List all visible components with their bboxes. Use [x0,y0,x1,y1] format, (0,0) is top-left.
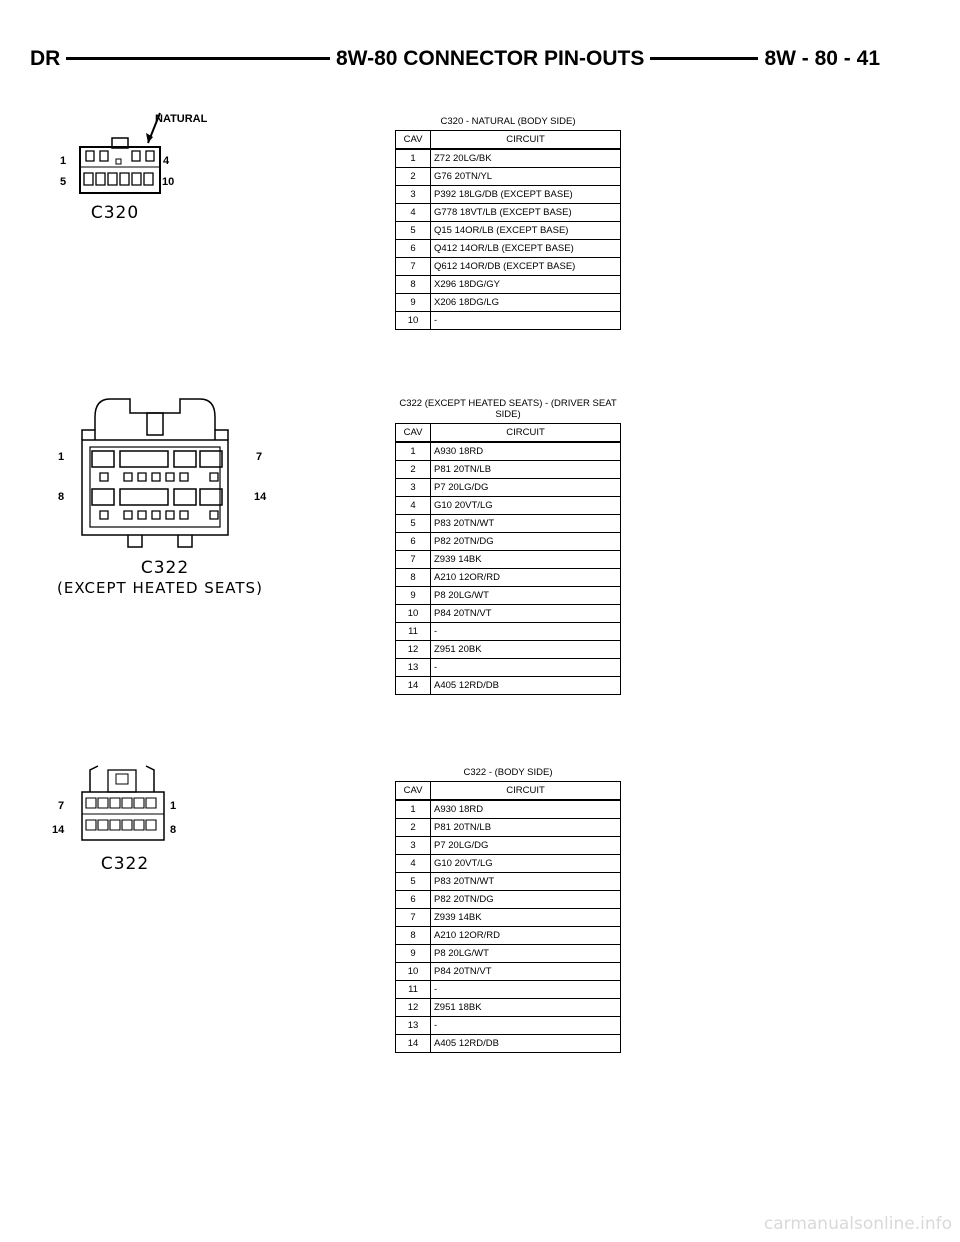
circuit-cell: Z939 14BK [431,551,621,569]
circuit-cell: G10 20VT/LG [431,497,621,515]
table-row [396,605,621,623]
cav-cell: 6 [396,533,431,551]
circuit-cell: G778 18VT/LB (EXCEPT BASE) [431,204,621,222]
cav-cell: 3 [396,186,431,204]
cav-cell: 6 [396,891,431,909]
cav-cell: 8 [396,569,431,587]
table-row [396,800,621,819]
cav-cell: 9 [396,587,431,605]
cav-cell: 14 [396,677,431,695]
table-row [396,186,621,204]
table-caption: C320 - NATURAL (BODY SIDE) [440,116,576,127]
cav-column-header: CAV [396,131,431,150]
c320-connector-name: C320 [90,203,140,223]
circuit-column-header: CIRCUIT [431,424,621,443]
c320-pinout-table [395,130,621,330]
c322-except-heated-connector-diagram [50,385,270,605]
table-row [396,222,621,240]
cav-cell: 6 [396,240,431,258]
table-caption: C322 (EXCEPT HEATED SEATS) - (DRIVER SEAT SIDE) [399,398,617,420]
circuit-cell: P83 20TN/WT [431,515,621,533]
c322-except-pin-14-label: 14 [254,491,267,503]
cav-cell: 4 [396,497,431,515]
cav-cell: 7 [396,551,431,569]
c322-except-connector-name: C322 [140,558,190,578]
cav-cell: 10 [396,312,431,330]
cav-cell: 13 [396,659,431,677]
circuit-cell: P8 20LG/WT [431,587,621,605]
cav-cell: 11 [396,623,431,641]
table-row [396,891,621,909]
cav-cell: 2 [396,168,431,186]
c322-except-heated-connector-drawing [50,385,270,555]
cav-cell: 12 [396,999,431,1017]
cav-cell: 2 [396,819,431,837]
cav-cell: 4 [396,855,431,873]
cav-cell: 5 [396,222,431,240]
c322-body-pinout-table-block [395,767,621,1053]
cav-cell: 1 [396,442,431,461]
c322-body-pin-1-label: 1 [170,800,177,812]
table-row [396,641,621,659]
table-row [396,873,621,891]
circuit-cell: Z951 18BK [431,999,621,1017]
table-row [396,1017,621,1035]
table-row [396,168,621,186]
table-row [396,677,621,695]
c322-body-connector-name: C322 [100,854,150,874]
circuit-cell: P84 20TN/VT [431,605,621,623]
table-row [396,819,621,837]
circuit-cell: Q412 14OR/LB (EXCEPT BASE) [431,240,621,258]
page-header [30,44,880,74]
table-row [396,533,621,551]
circuit-cell: Z951 20BK [431,641,621,659]
circuit-cell: P83 20TN/WT [431,873,621,891]
table-row [396,569,621,587]
circuit-cell: P392 18LG/DB (EXCEPT BASE) [431,186,621,204]
table-row [396,515,621,533]
table-row [396,276,621,294]
circuit-cell: P84 20TN/VT [431,963,621,981]
cav-cell: 12 [396,641,431,659]
c320-pin-5-label: 5 [60,176,67,188]
circuit-cell: - [431,312,621,330]
table-row [396,587,621,605]
circuit-cell: P8 20LG/WT [431,945,621,963]
table-row [396,981,621,999]
cav-cell: 3 [396,479,431,497]
c320-natural-label: NATURAL [155,113,208,125]
circuit-cell: P81 20TN/LB [431,819,621,837]
cav-cell: 1 [396,800,431,819]
c322-except-pin-8-label: 8 [58,491,65,503]
c322-except-pin-1-label: 1 [58,451,65,463]
circuit-cell: A210 12OR/RD [431,569,621,587]
table-row [396,855,621,873]
table-row [396,551,621,569]
circuit-cell: X296 18DG/GY [431,276,621,294]
cav-cell: 9 [396,294,431,312]
circuit-cell: P82 20TN/DG [431,891,621,909]
cav-cell: 14 [396,1035,431,1053]
circuit-cell: A405 12RD/DB [431,1035,621,1053]
table-row [396,149,621,168]
c322-body-pinout-table [395,781,621,1053]
circuit-column-header: CIRCUIT [431,782,621,801]
circuit-cell: A405 12RD/DB [431,677,621,695]
c322-body-pin-7-label: 7 [58,800,65,812]
circuit-cell: Q612 14OR/DB (EXCEPT BASE) [431,258,621,276]
header-title: 8W-80 CONNECTOR PIN-OUTS [330,44,650,74]
circuit-cell: - [431,981,621,999]
cav-cell: 8 [396,276,431,294]
circuit-cell: - [431,659,621,677]
table-header-row [396,424,621,443]
table-row [396,963,621,981]
c322-except-pin-7-label: 7 [256,451,263,463]
table-row [396,999,621,1017]
table-row [396,442,621,461]
cav-cell: 13 [396,1017,431,1035]
c322-body-connector-diagram [50,762,200,882]
circuit-cell: G10 20VT/LG [431,855,621,873]
table-row [396,204,621,222]
table-row [396,461,621,479]
cav-cell: 7 [396,258,431,276]
table-header-row [396,131,621,150]
circuit-cell: P7 20LG/DG [431,479,621,497]
table-row [396,294,621,312]
cav-column-header: CAV [396,424,431,443]
cav-cell: 2 [396,461,431,479]
cav-cell: 10 [396,605,431,623]
table-row [396,1035,621,1053]
table-header-row [396,782,621,801]
table-row [396,312,621,330]
circuit-cell: - [431,1017,621,1035]
cav-cell: 10 [396,963,431,981]
table-row [396,258,621,276]
cav-cell: 8 [396,927,431,945]
table-row [396,623,621,641]
circuit-cell: G76 20TN/YL [431,168,621,186]
circuit-cell: A210 12OR/RD [431,927,621,945]
cav-cell: 5 [396,515,431,533]
header-page-number: 8W - 80 - 41 [758,44,880,74]
cav-cell: 3 [396,837,431,855]
cav-cell: 11 [396,981,431,999]
table-row [396,927,621,945]
c322-body-pin-14-label: 14 [52,824,65,836]
circuit-cell: A930 18RD [431,800,621,819]
cav-cell: 5 [396,873,431,891]
c320-pinout-table-block [395,116,621,330]
c320-pin-10-label: 10 [162,176,175,188]
c320-pin-4-label: 4 [163,155,170,167]
table-row [396,837,621,855]
c320-pin-1-label: 1 [60,155,67,167]
circuit-cell: Q15 14OR/LB (EXCEPT BASE) [431,222,621,240]
c322-body-connector-drawing [50,762,200,852]
circuit-cell: - [431,623,621,641]
cav-cell: 1 [396,149,431,168]
c322-except-heated-pinout-table-block [395,398,621,695]
circuit-cell: P81 20TN/LB [431,461,621,479]
c322-body-pin-8-label: 8 [170,824,177,836]
table-caption: C322 - (BODY SIDE) [463,767,553,778]
table-row [396,479,621,497]
watermark-text: carmanualsonline.info [763,1214,952,1234]
circuit-cell: P7 20LG/DG [431,837,621,855]
c322-except-heated-pinout-table [395,423,621,695]
circuit-cell: Z72 20LG/BK [431,149,621,168]
table-row [396,909,621,927]
cav-column-header: CAV [396,782,431,801]
table-row [396,945,621,963]
table-row [396,497,621,515]
table-row [396,659,621,677]
cav-cell: 7 [396,909,431,927]
c320-connector-diagram [50,105,220,225]
circuit-cell: X206 18DG/LG [431,294,621,312]
circuit-column-header: CIRCUIT [431,131,621,150]
header-section-code: DR [30,44,66,74]
circuit-cell: Z939 14BK [431,909,621,927]
table-row [396,240,621,258]
cav-cell: 4 [396,204,431,222]
circuit-cell: P82 20TN/DG [431,533,621,551]
c322-except-connector-subtitle: (EXCEPT HEATED SEATS) [57,579,263,597]
cav-cell: 9 [396,945,431,963]
circuit-cell: A930 18RD [431,442,621,461]
